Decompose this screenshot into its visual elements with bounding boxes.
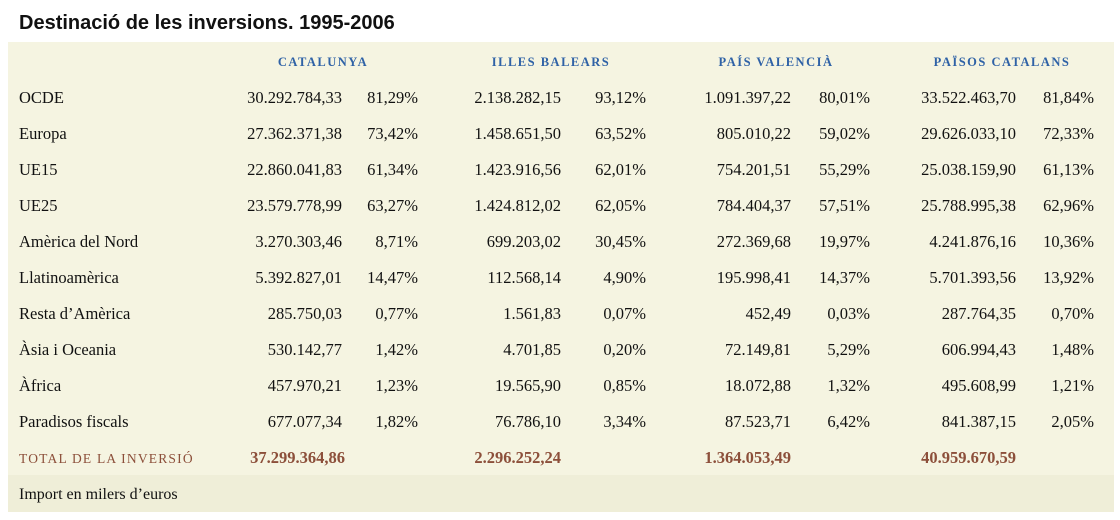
units-note: Import en milers d’euros	[19, 486, 178, 503]
column-header: CATALUNYA	[277, 55, 369, 69]
percent-cell: 62,96%	[1043, 196, 1094, 215]
row-label: Àfrica	[19, 376, 62, 395]
total-label: TOTAL DE LA INVERSIÓ	[19, 451, 194, 466]
percent-cell: 10,36%	[1043, 232, 1094, 251]
page-title: Destinació de les inversions. 1995-2006	[19, 12, 395, 34]
row-label: Resta d’Amèrica	[19, 304, 131, 323]
percent-cell: 93,12%	[595, 88, 646, 107]
percent-cell: 0,03%	[827, 304, 870, 323]
row-label: UE25	[19, 196, 58, 215]
amount-cell: 5.392.827,01	[255, 268, 342, 287]
percent-cell: 57,51%	[819, 196, 870, 215]
percent-cell: 0,70%	[1051, 304, 1094, 323]
amount-cell: 4.241.876,16	[929, 232, 1016, 251]
percent-cell: 2,05%	[1051, 412, 1094, 431]
amount-cell: 841.387,15	[941, 412, 1016, 431]
percent-cell: 1,32%	[827, 376, 870, 395]
amount-cell: 677.077,34	[267, 412, 342, 431]
total-value: 37.299.364,86	[250, 448, 345, 467]
amount-cell: 1.458.651,50	[474, 124, 561, 143]
column-header: PAÏSOS CATALANS	[933, 55, 1071, 69]
amount-cell: 1.423.916,56	[474, 160, 561, 179]
percent-cell: 62,05%	[595, 196, 646, 215]
percent-cell: 80,01%	[819, 88, 870, 107]
percent-cell: 81,29%	[367, 88, 418, 107]
percent-cell: 1,23%	[375, 376, 418, 395]
amount-cell: 33.522.463,70	[921, 88, 1016, 107]
amount-cell: 754.201,51	[716, 160, 791, 179]
amount-cell: 452,49	[745, 304, 791, 323]
percent-cell: 5,29%	[827, 340, 870, 359]
percent-cell: 19,97%	[819, 232, 870, 251]
amount-cell: 495.608,99	[941, 376, 1016, 395]
amount-cell: 18.072,88	[725, 376, 791, 395]
amount-cell: 87.523,71	[725, 412, 791, 431]
amount-cell: 2.138.282,15	[474, 88, 561, 107]
percent-cell: 61,13%	[1043, 160, 1094, 179]
amount-cell: 25.788.995,38	[921, 196, 1016, 215]
amount-cell: 72.149,81	[725, 340, 791, 359]
percent-cell: 6,42%	[827, 412, 870, 431]
percent-cell: 3,34%	[603, 412, 646, 431]
amount-cell: 784.404,37	[716, 196, 791, 215]
percent-cell: 4,90%	[603, 268, 646, 287]
row-label: Paradisos fiscals	[19, 412, 129, 431]
total-value: 40.959.670,59	[921, 448, 1016, 467]
percent-cell: 63,52%	[595, 124, 646, 143]
percent-cell: 1,21%	[1051, 376, 1094, 395]
total-value: 2.296.252,24	[474, 448, 561, 467]
percent-cell: 1,42%	[375, 340, 418, 359]
row-label: OCDE	[19, 88, 64, 107]
percent-cell: 30,45%	[595, 232, 646, 251]
amount-cell: 1.424.812,02	[474, 196, 561, 215]
amount-cell: 27.362.371,38	[247, 124, 342, 143]
amount-cell: 29.626.033,10	[921, 124, 1016, 143]
percent-cell: 1,82%	[375, 412, 418, 431]
percent-cell: 59,02%	[819, 124, 870, 143]
percent-cell: 72,33%	[1043, 124, 1094, 143]
row-label: Amèrica del Nord	[19, 232, 139, 251]
percent-cell: 73,42%	[367, 124, 418, 143]
amount-cell: 699.203,02	[486, 232, 561, 251]
percent-cell: 0,20%	[603, 340, 646, 359]
amount-cell: 25.038.159,90	[921, 160, 1016, 179]
percent-cell: 0,85%	[603, 376, 646, 395]
amount-cell: 606.994,43	[941, 340, 1016, 359]
amount-cell: 4.701,85	[503, 340, 561, 359]
amount-cell: 805.010,22	[716, 124, 791, 143]
percent-cell: 61,34%	[367, 160, 418, 179]
percent-cell: 0,07%	[603, 304, 646, 323]
amount-cell: 76.786,10	[495, 412, 561, 431]
total-value: 1.364.053,49	[704, 448, 791, 467]
amount-cell: 112.568,14	[487, 268, 561, 287]
percent-cell: 8,71%	[375, 232, 418, 251]
amount-cell: 19.565,90	[495, 376, 561, 395]
amount-cell: 3.270.303,46	[255, 232, 342, 251]
percent-cell: 0,77%	[375, 304, 418, 323]
amount-cell: 23.579.778,99	[247, 196, 342, 215]
amount-cell: 285.750,03	[267, 304, 342, 323]
column-header: ILLES BALEARS	[491, 55, 611, 69]
amount-cell: 1.091.397,22	[704, 88, 791, 107]
amount-cell: 195.998,41	[716, 268, 791, 287]
column-header: PAÍS VALENCIÀ	[718, 55, 834, 69]
amount-cell: 530.142,77	[267, 340, 342, 359]
amount-cell: 457.970,21	[267, 376, 342, 395]
percent-cell: 63,27%	[367, 196, 418, 215]
amount-cell: 287.764,35	[941, 304, 1016, 323]
row-label: Europa	[19, 124, 67, 143]
percent-cell: 14,37%	[819, 268, 870, 287]
percent-cell: 81,84%	[1043, 88, 1094, 107]
amount-cell: 1.561,83	[503, 304, 561, 323]
percent-cell: 55,29%	[819, 160, 870, 179]
row-label: Àsia i Oceania	[19, 340, 117, 359]
row-label: Llatinoamèrica	[19, 268, 119, 287]
amount-cell: 5.701.393,56	[929, 268, 1016, 287]
amount-cell: 30.292.784,33	[247, 88, 342, 107]
percent-cell: 62,01%	[595, 160, 646, 179]
row-label: UE15	[19, 160, 58, 179]
percent-cell: 1,48%	[1051, 340, 1094, 359]
percent-cell: 14,47%	[367, 268, 418, 287]
percent-cell: 13,92%	[1043, 268, 1094, 287]
amount-cell: 22.860.041,83	[247, 160, 342, 179]
amount-cell: 272.369,68	[716, 232, 791, 251]
